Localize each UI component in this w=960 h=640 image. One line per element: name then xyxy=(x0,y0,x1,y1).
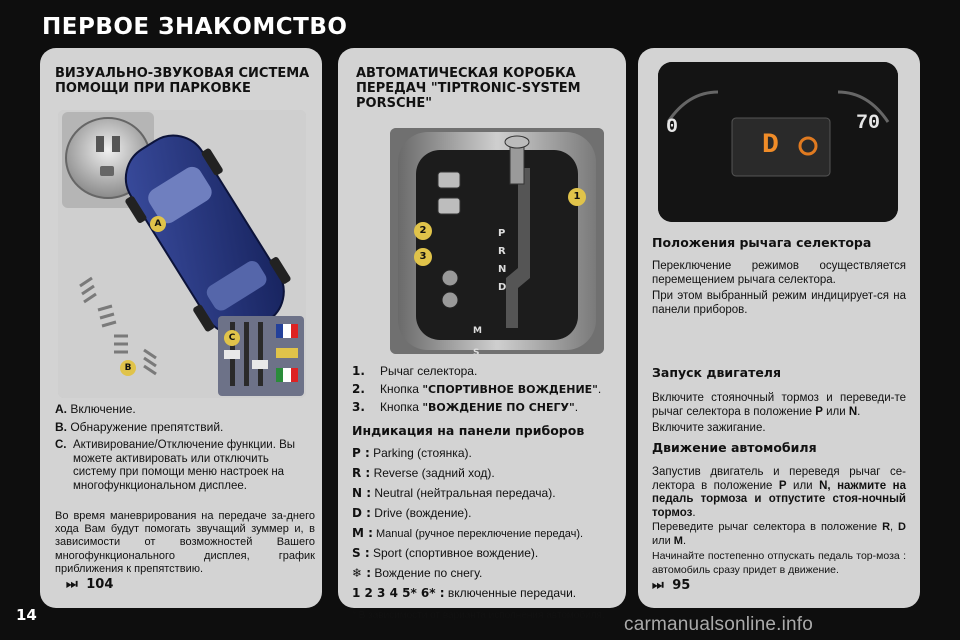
parking-heading xyxy=(55,66,315,96)
ref-arrow-icon: ⏭ xyxy=(652,578,664,593)
selector-panel xyxy=(638,48,920,608)
indication-d: D : Drive (вождение). xyxy=(352,506,472,520)
gearbox-heading xyxy=(356,66,616,111)
ref-arrow-icon: ⏭ xyxy=(66,577,78,592)
parking-heading-line1: ВИЗУАЛЬНО-ЗВУКОВАЯ СИСТЕМА xyxy=(55,66,310,81)
watermark: carmanualsonline.info xyxy=(624,614,814,635)
display-right-value: 70 xyxy=(856,112,881,135)
driving-heading: Движение автомобиля xyxy=(652,440,817,455)
numbered-item-3: 3. Кнопка "ВОЖДЕНИЕ ПО СНЕГУ". xyxy=(352,400,579,414)
driving-paragraph-2: Переведите рычаг селектора в положение R, D или M. xyxy=(652,521,906,547)
driving-paragraph-3: Начинайте постепенно отпускать педаль тор-моза : автомобиль сразу придет в движение. xyxy=(652,550,906,576)
driving-paragraph-1: Запустив двигатель и переведя рычаг се-лектора в положение P или N, нажмите на педаль тормоза и отпустите стоя-ночный тормоз. xyxy=(652,466,907,519)
gate-letter-m: M xyxy=(473,326,482,336)
ref-page-95: 95 xyxy=(672,578,691,593)
indication-m: M : Manual (ручное переключение передач). xyxy=(352,526,584,540)
label-a-callout: A xyxy=(150,216,166,232)
gearbox-heading-line3: PORSCHE" xyxy=(356,96,433,111)
indication-s: S : Sport (спортивное вождение). xyxy=(352,546,539,560)
parking-car-image xyxy=(58,110,306,398)
gate-letter-p: P xyxy=(498,228,506,239)
display-gear-letter: D xyxy=(762,130,779,161)
engine-start-paragraph-2: Включите зажигание. xyxy=(652,422,766,434)
item-c-label: C. xyxy=(55,439,67,451)
item-b xyxy=(55,421,315,435)
display-left-value: 0 xyxy=(666,116,679,139)
gate-letter-r: R xyxy=(498,246,506,257)
parking-assist-panel xyxy=(40,48,322,608)
numbered-item-1: 1. Рычаг селектора. xyxy=(352,364,478,378)
ref-page-104: 104 xyxy=(86,577,114,592)
selector-illustration xyxy=(390,128,604,354)
indication-snow: ❄ : Вождение по снегу. xyxy=(352,566,483,580)
item-b-text: Обнаружение препятствий. xyxy=(70,420,224,434)
indication-heading: Индикация на панели приборов xyxy=(352,423,585,438)
engine-start-paragraph-1: Включите стояночный тормоз и переведи-те рычаг селектора в положение P или N. xyxy=(652,392,906,418)
label-c-callout: C xyxy=(224,330,240,346)
parking-paragraph: Во время маневрирования на передаче за-днего хода Вам будут помогать звучащий зуммер и, в зависимости от возможностей Вашего многофункционального дисплея, график приближения к препятствию. xyxy=(55,510,315,575)
dashboard-display xyxy=(658,62,898,222)
item-a xyxy=(55,403,315,417)
snowflake-icon: ❄ : xyxy=(352,566,372,580)
item-c-text: Активирование/Отключение функции. Вы можете активировать или отключить систему при помощи меню настроек на многофункциональном дисплее. xyxy=(73,439,296,492)
gearbox-panel xyxy=(338,48,626,621)
gate-letter-n: N xyxy=(498,264,507,275)
gearbox-heading-line2: ПЕРЕДАЧ "TIPTRONIC-SYSTEM xyxy=(356,81,581,96)
item-a-label: A. xyxy=(55,402,67,416)
indication-n: N : Neutral (нейтральная передача). xyxy=(352,486,556,500)
gate-letter-d: D xyxy=(498,282,507,293)
indication-gears: 1 2 3 4 5* 6* : включенные передачи. xyxy=(352,586,577,600)
parking-illustration xyxy=(58,110,306,398)
gearbox-heading-line1: АВТОМАТИЧЕСКАЯ КОРОБКА xyxy=(356,66,576,81)
callout-2: 2 xyxy=(414,222,432,240)
callout-3: 3 xyxy=(414,248,432,266)
indication-r: R : Reverse (задний ход). xyxy=(352,466,495,480)
page-title: ПЕРВОЕ ЗНАКОМСТВО xyxy=(42,14,348,40)
callout-1: 1 xyxy=(568,188,586,206)
engine-start-heading: Запуск двигателя xyxy=(652,365,781,380)
item-b-label: B. xyxy=(55,420,67,434)
selector-paragraph-1: Переключение режимов осуществляется перемещением рычага селектора. xyxy=(652,260,906,286)
selector-paragraph-2: При этом выбранный режим индицирует-ся на панели приборов. xyxy=(652,290,906,316)
page-number: 14 xyxy=(16,606,37,624)
label-b-callout: B xyxy=(120,360,136,376)
gate-letter-s: S xyxy=(473,348,480,354)
selector-gate-image xyxy=(390,128,604,354)
footnote: * В зависимости от варианта исполнения автомобиля. xyxy=(352,610,605,621)
numbered-item-2: 2. Кнопка "СПОРТИВНОЕ ВОЖДЕНИЕ". xyxy=(352,382,602,396)
item-a-text: Включение. xyxy=(70,402,136,416)
page-reference-95[interactable] xyxy=(652,578,690,593)
page-reference-104[interactable] xyxy=(66,577,113,592)
parking-heading-line2: ПОМОЩИ ПРИ ПАРКОВКЕ xyxy=(55,81,251,96)
selector-heading: Положения рычага селектора xyxy=(652,235,872,250)
indication-p: P : Parking (стоянка). xyxy=(352,446,472,460)
